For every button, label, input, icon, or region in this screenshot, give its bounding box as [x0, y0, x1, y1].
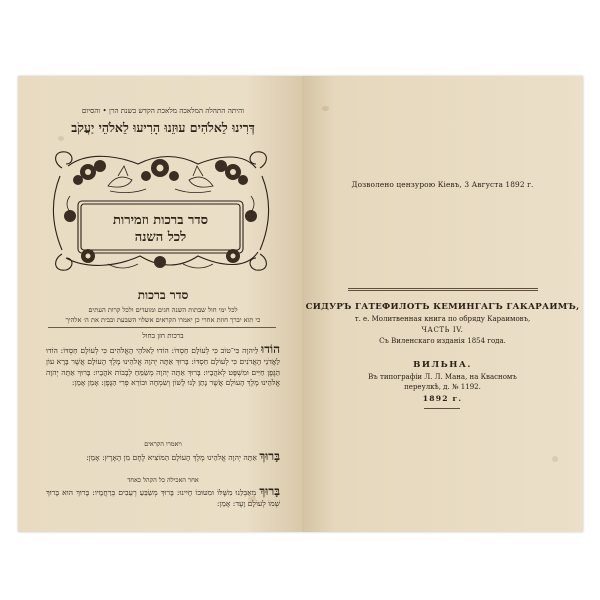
book-title: СИДУРЪ ГАТЕФИЛОТЪ КЕМИНГАГЪ ГАКАРАИМЪ,: [305, 302, 580, 312]
foxing-spot: [552, 456, 558, 462]
prayer-text-2: [46, 451, 280, 464]
title-rule-top: [348, 288, 538, 289]
prayer-initial-word-3: בָּרוּךְ: [259, 484, 281, 498]
cartouche-title: [78, 204, 243, 254]
divider-rule: [48, 327, 276, 328]
prayer-text-3: [46, 486, 280, 510]
section-title: סדר ברכות: [137, 288, 189, 302]
section-subtitle-2: כי תוא יברך חוזת אחרי כן יאמרו הקראים אשלוי השבעת ובבית את ה׳ אלהיך: [65, 316, 261, 324]
section-subtitle-1: לכל ימי חול שבתות השנה חגים ומועדים ולכל קרות העתים: [88, 306, 238, 314]
book-part: ЧАСТЬ IV.: [421, 326, 464, 334]
printer-line-1: Въ типографіи Л. Л. Мана, на Квасномъ: [368, 373, 517, 381]
colophon-line: והיתה התהלה המלאכה מלאכת הקדש בשנת הרן • והסיום: [81, 106, 245, 115]
prayer-text-1-body: לַיהוָה כִּי־טוֹב כִּי לְעוֹלָם חַסְדּוֹ: הוֹדוּ לֵאלֹהֵי הָאֱלֹהִים כִּי לְעוֹלָם חַסְדּוֹ: הוֹדוּ לַאֲדֹנֵי הָאֲדֹנִים כִּי לְעוֹלָם חַסְדּוֹ: בָּרוּךְ אַתָּה יְהוָה אֱלֹהֵינוּ מֶלֶךְ הָעוֹלָם אֲשֶׁר בָּרָא עוֹן הַגֶּפֶן חַיִּים וּמִשְׁפָּט לְאֹהֲבָיו: בָּרוּךְ אַתָּה יְהוָה מְשַׂמֵּחַ לְבָבוֹת אֹהֲבָיו: בָּרוּךְ אַתָּה יְהוָה אֱלֹהֵינוּ מֶלֶךְ הָעוֹלָם אֲשֶׁר נָתַן לָנוּ לָשׁוֹן וְשִׂמְחָה וּבוֹרֵא פְּרִי הַגֶּפֶן: אָמֵן אָמֵן:: [46, 346, 280, 388]
printer-line-2: переулкѣ, д. № 1192.: [404, 383, 481, 391]
publication-city: ВИЛЬНА.: [413, 360, 472, 370]
foxing-spot: [58, 136, 64, 141]
edition-note: Съ Виленскаго изданія 1854 года.: [379, 337, 506, 345]
title-rule-top-thin: [348, 290, 538, 291]
foxing-spot: [248, 496, 256, 502]
prayer-initial-word-2: בָּרוּךְ: [259, 449, 280, 463]
right-page: [302, 76, 583, 532]
cartouche-title-line-2: לכל השנה: [134, 230, 187, 245]
prayer-text-3-body: מְאַבְּלֵנוּ מִשֶּׁלּוֹ וּמִטּוּבוֹ חָיִינוּ: בָּרוּךְ מְשַׂבֵּעַ רְעֵבִים בְּרַחֲמָיו: בָּרוּךְ הוּא בָּרוּךְ שְׁמוֹ לְעוֹלָם וָעֶד: אָמֵן:: [46, 488, 280, 508]
motto-verse: דְּרִינוּ לֵאלֹהִים עוּזֵנוּ הָרִיעוּ לֵאלֹהֵי יַעֲקֹב: [71, 120, 255, 135]
closing-rule: [424, 408, 460, 409]
prayer-text-2-body: אַתָּה יְהוָה אֱלֹהֵינוּ מֶלֶךְ הָעוֹלָם הַמּוֹצִיא לֶחֶם מִן הָאָרֶץ: אָמֵן:: [86, 453, 257, 462]
prayer-heading: ברכות חזן בחול: [142, 332, 184, 340]
prayer-text-1: [46, 344, 280, 389]
rubric-note-1: ויאמרו הקראים: [144, 440, 182, 448]
book-subtitle: т. е. Молитвенная книга по обряду Караимовъ,: [354, 315, 531, 323]
cartouche-title-line-1: סדר ברכות וזמירות: [112, 213, 209, 228]
publication-year: 1892 г.: [422, 394, 463, 403]
prayer-initial-word-1: הוֹדוּ: [261, 342, 280, 356]
left-page: [18, 76, 302, 532]
foxing-spot: [322, 106, 329, 111]
rubric-note-2: אחר האכילה כל הקהל כאחד: [127, 476, 199, 484]
book-spread: [18, 76, 583, 532]
censorship-line: Дозволено цензурою Кіевъ, 3 Августа 1892 г.: [351, 180, 534, 189]
